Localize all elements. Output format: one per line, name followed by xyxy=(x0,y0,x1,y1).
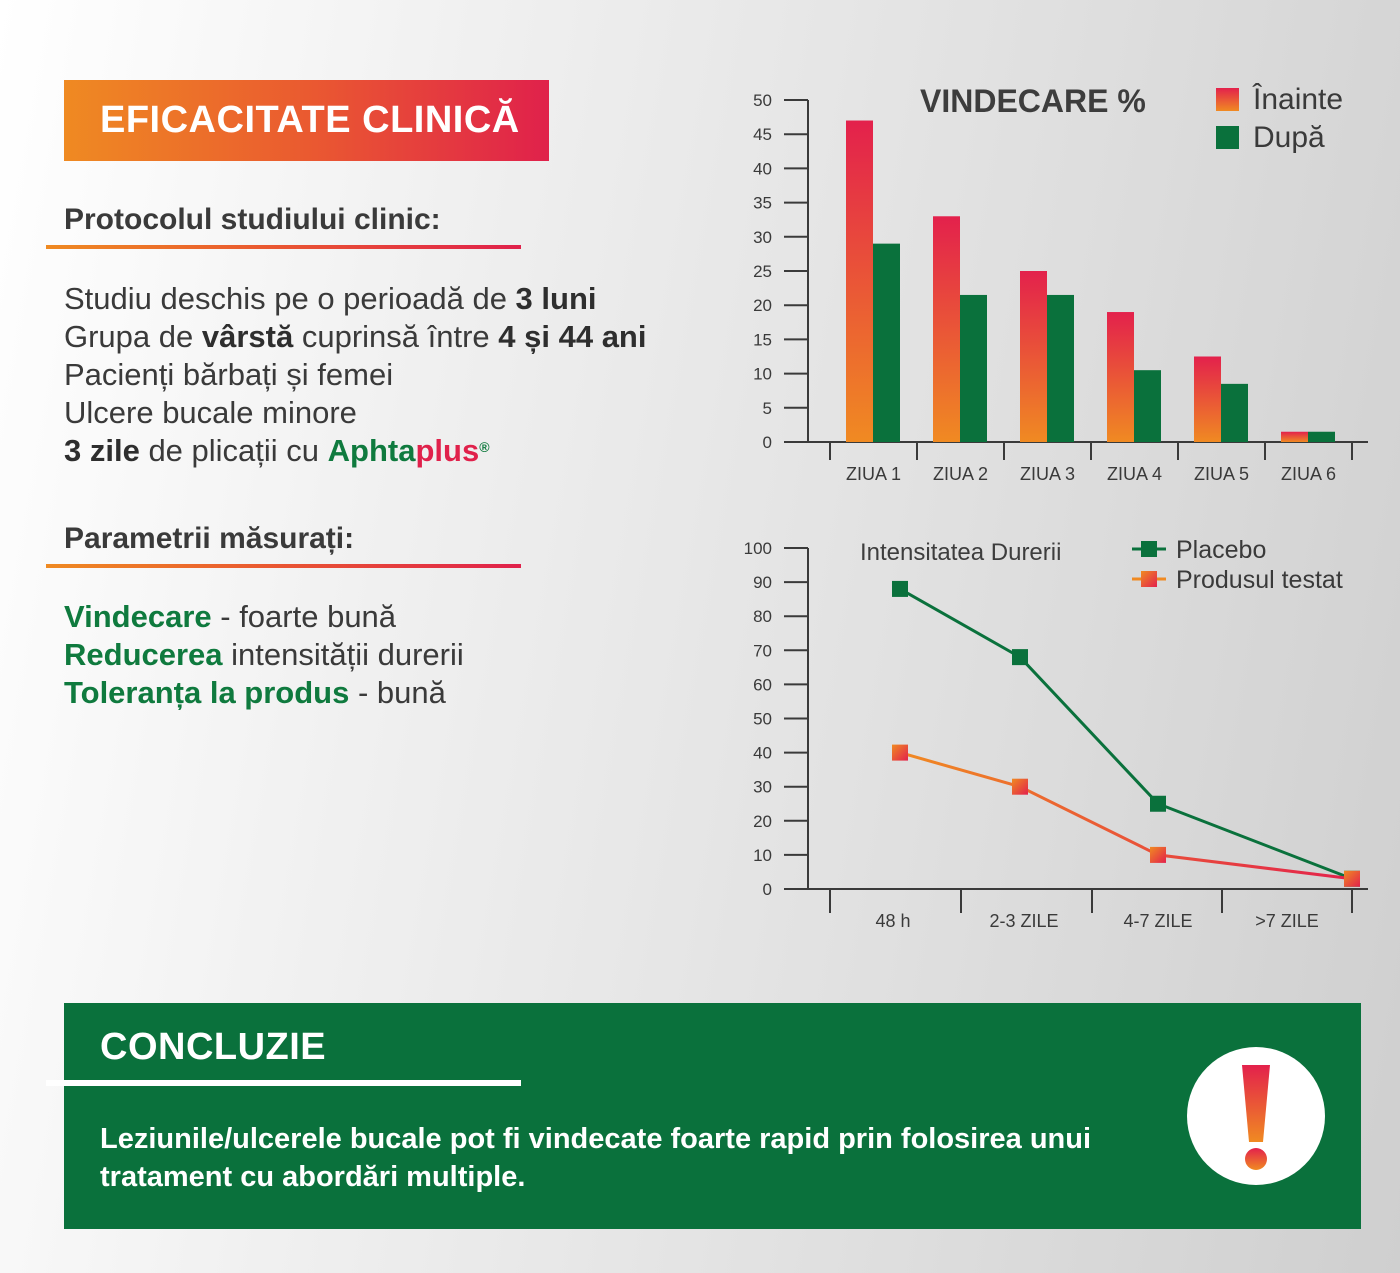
protocol-line-2: Grupa de vârstă cuprinsă între 4 și 44 ani xyxy=(64,319,647,354)
legend-swatch-after xyxy=(1216,126,1239,149)
legend-label-placebo: Placebo xyxy=(1176,536,1267,564)
bar-before xyxy=(1020,271,1047,442)
line-y-tick-label: 80 xyxy=(753,607,772,627)
placebo-line xyxy=(900,589,1352,879)
bar-chart-title: VINDECARE % xyxy=(920,83,1146,119)
bar-before xyxy=(1194,357,1221,443)
legend-label-product: Produsul testat xyxy=(1176,566,1343,594)
bar-y-tick-label: 25 xyxy=(753,262,772,281)
bar-after xyxy=(873,244,900,442)
line-x-tick-label: 2-3 ZILE xyxy=(989,911,1059,931)
brand-name: Aphta xyxy=(327,433,416,468)
bar-y-tick-label: 15 xyxy=(753,330,772,350)
param-item-3: Toleranța la produs - bună xyxy=(64,675,446,710)
protocol-line-5: 3 zile de plicații cu Aphtaplus® xyxy=(64,433,490,468)
bar-y-tick-label: 5 xyxy=(762,398,772,418)
bar-y-tick-label: 45 xyxy=(753,125,772,145)
placebo-point xyxy=(1012,649,1028,665)
pain-line-chart xyxy=(700,520,1400,950)
product-point xyxy=(1150,847,1166,863)
conclusion-text: Leziunile/ulcerele bucale pot fi vindecate foarte rapid prin folosirea unui tratament cu abordări multiple. xyxy=(100,1123,1092,1193)
line-y-tick-label: 50 xyxy=(753,709,772,729)
bar-after xyxy=(1134,370,1161,442)
protocol-line-1: Studiu deschis pe o perioadă de 3 luni xyxy=(64,281,597,316)
bar-after xyxy=(1308,432,1335,442)
bar-y-tick-label: 10 xyxy=(753,364,772,384)
bar-after xyxy=(1047,295,1074,442)
product-point xyxy=(1012,779,1028,795)
bar-after xyxy=(1221,384,1248,442)
protocol-title: Protocolul studiului clinic: xyxy=(64,203,441,236)
bar-before xyxy=(846,121,873,442)
line-y-tick-label: 100 xyxy=(743,539,772,558)
param-item-2: Reducerea intensității durerii xyxy=(64,637,464,672)
line-y-tick-label: 60 xyxy=(753,675,772,695)
healing-bar-chart xyxy=(700,70,1400,500)
bar-y-tick-label: 0 xyxy=(762,433,772,452)
protocol-divider xyxy=(46,245,521,249)
line-x-tick-label: 48 h xyxy=(875,911,911,931)
conclusion-title: CONCLUZIE xyxy=(100,1026,327,1068)
params-title: Parametrii măsurați: xyxy=(64,522,355,555)
bar-before xyxy=(1107,312,1134,442)
placebo-point xyxy=(1150,796,1166,812)
brand-name-suffix: plus xyxy=(415,433,480,468)
bar-y-tick-label: 40 xyxy=(753,159,772,179)
legend-label-after: După xyxy=(1253,121,1325,154)
alert-icon xyxy=(1187,1047,1325,1185)
product-point xyxy=(892,745,908,761)
product-point xyxy=(1344,871,1360,887)
line-y-tick-label: 90 xyxy=(753,573,772,593)
bar-x-tick-label: ZIUA 2 xyxy=(932,464,989,484)
bar-y-tick-label: 50 xyxy=(753,91,772,110)
protocol-line-3: Pacienți bărbați și femei xyxy=(64,357,394,392)
line-x-tick-label: 4-7 ZILE xyxy=(1123,911,1193,931)
legend-swatch-before xyxy=(1216,88,1239,111)
conclusion-divider xyxy=(46,1080,521,1086)
legend-marker-product xyxy=(1141,571,1157,587)
line-x-tick-label: >7 ZILE xyxy=(1255,911,1319,931)
registered-mark: ® xyxy=(479,439,490,455)
bar-x-tick-label: ZIUA 3 xyxy=(1019,464,1076,484)
bar-y-tick-label: 20 xyxy=(753,296,772,316)
line-y-tick-label: 0 xyxy=(762,880,772,899)
bar-before xyxy=(933,216,960,442)
bar-after xyxy=(960,295,987,442)
legend-label-before: Înainte xyxy=(1253,83,1344,116)
line-y-tick-label: 70 xyxy=(753,641,772,661)
bar-x-tick-label: ZIUA 6 xyxy=(1280,464,1337,484)
page-title: EFICACITATE CLINICĂ xyxy=(64,80,549,161)
params-divider xyxy=(46,564,521,568)
params-list xyxy=(64,598,464,712)
bar-y-tick-label: 35 xyxy=(753,193,772,213)
line-y-tick-label: 10 xyxy=(753,845,772,865)
line-y-tick-label: 20 xyxy=(753,811,772,831)
protocol-list xyxy=(64,280,647,470)
line-y-tick-label: 30 xyxy=(753,777,772,797)
legend-marker-placebo xyxy=(1141,541,1157,557)
bar-y-tick-label: 30 xyxy=(753,227,772,247)
protocol-line-4: Ulcere bucale minore xyxy=(64,395,357,430)
bar-x-tick-label: ZIUA 5 xyxy=(1193,464,1250,484)
param-item-1: Vindecare - foarte bună xyxy=(64,599,397,634)
line-chart-title: Intensitatea Durerii xyxy=(860,539,1062,566)
bar-before xyxy=(1281,432,1308,442)
bar-x-tick-label: ZIUA 4 xyxy=(1106,464,1163,484)
bar-x-tick-label: ZIUA 1 xyxy=(845,464,902,484)
placebo-point xyxy=(892,581,908,597)
line-y-tick-label: 40 xyxy=(753,743,772,763)
